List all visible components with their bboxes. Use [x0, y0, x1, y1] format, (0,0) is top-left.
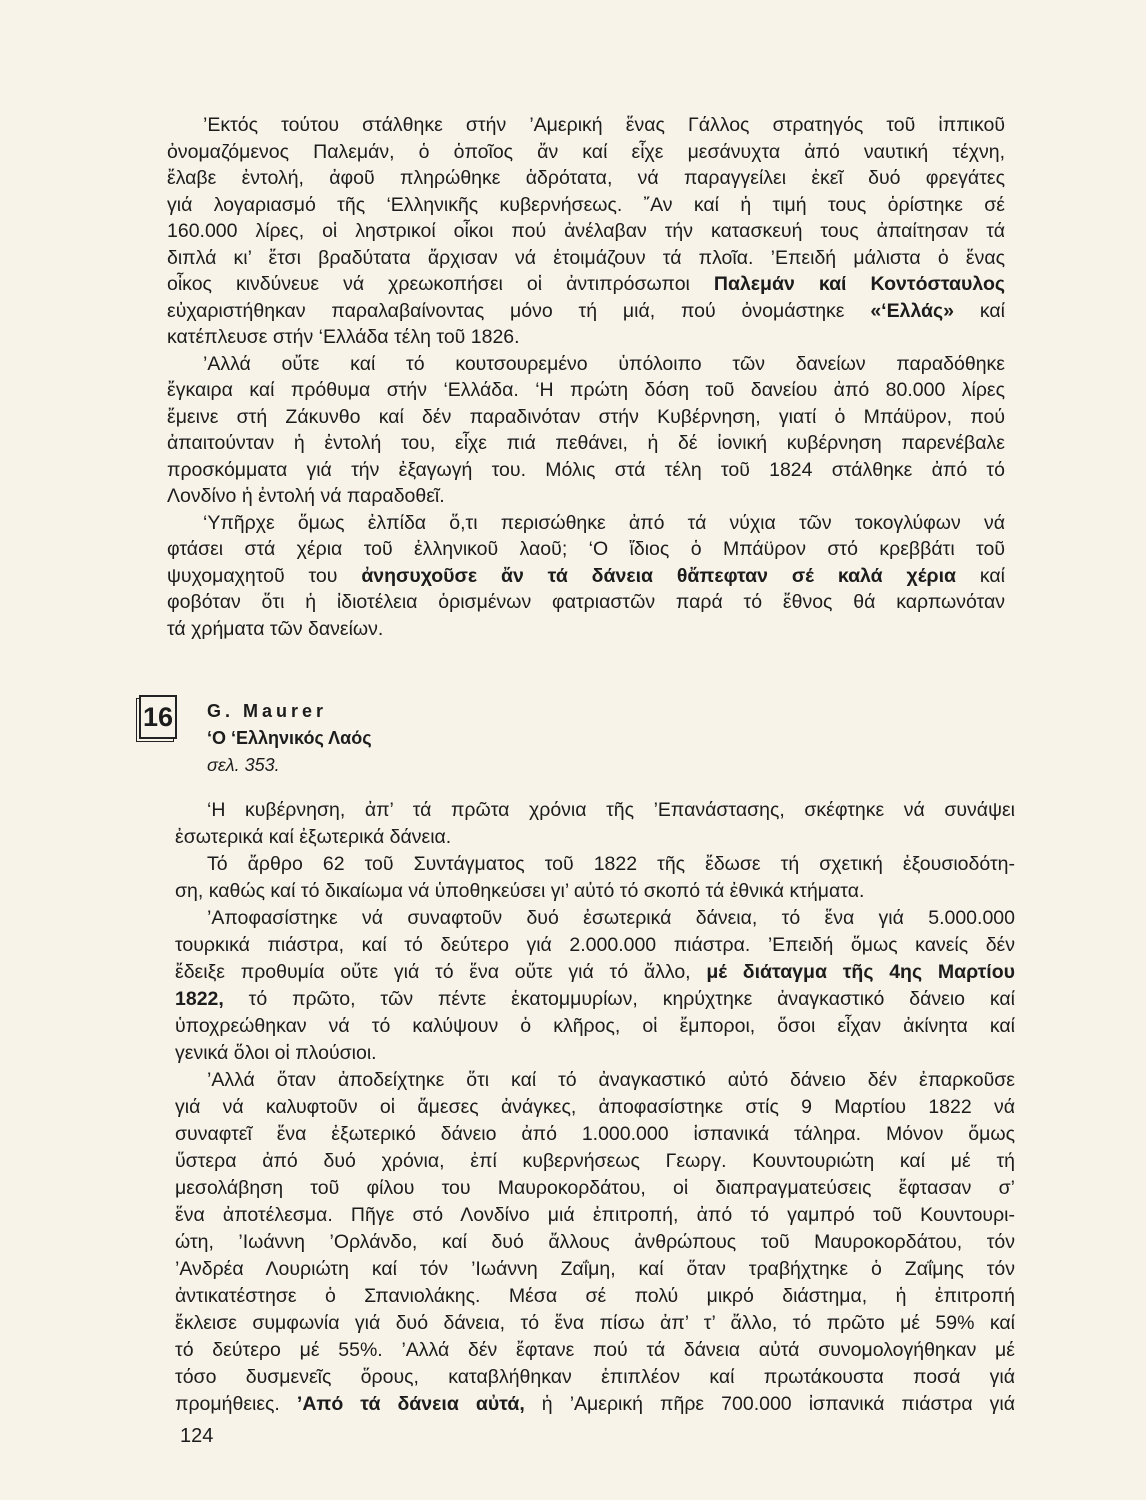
text-segment: μεσολάβηση τοῦ φίλου του Μαυροκορδάτου, οἱ διαπραγματεύσεις ἔφτασαν σ’ [175, 1177, 1015, 1199]
text-segment: τόσο δυσμενεῖς ὅρους, καταβλήθηκαν ἐπιπλέον καί πρωτάκουστα ποσά γιά [175, 1366, 1015, 1388]
text-line [175, 1175, 1015, 1202]
text-line [175, 878, 1015, 905]
text-line [175, 1256, 1015, 1283]
text-line [175, 905, 1015, 932]
text-line [175, 1202, 1015, 1229]
text-line [175, 1148, 1015, 1175]
text-segment: φτάσει στά χέρια τοῦ ἑλληνικοῦ λαοῦ; ‘Ο ἴδιος ὁ Μπάϋρον στό κρεββάτι τοῦ [167, 538, 1005, 560]
paragraph [167, 351, 1005, 510]
text-line [175, 986, 1015, 1013]
paragraph [175, 1067, 1015, 1418]
text-segment: καί [954, 299, 1005, 322]
text-segment: προμήθειες. [175, 1393, 297, 1415]
text-line [175, 851, 1015, 878]
text-line [167, 457, 1005, 484]
text-line [167, 218, 1005, 245]
text-segment: ‘Η κυβέρνηση, ἀπ’ τά πρῶτα χρόνια τῆς ’Επανάστασης, σκέφτηκε νά συνάψει [207, 799, 1015, 821]
text-segment: γιά λογαριασμό τῆς ‘Ελληνικῆς κυβερνήσεως. ῎Αν καί ἡ τιμή τους ὁρίστηκε σέ [167, 193, 1005, 216]
text-segment: ’Αλλά ὅταν ἀποδείχτηκε ὅτι καί τό ἀναγκαστικό αὐτό δάνειο δέν ἐπαρκοῦσε [207, 1069, 1015, 1091]
text-line [167, 377, 1005, 404]
source-author: G. Maurer [207, 701, 328, 721]
text-segment: ὕστερα ἀπό δυό χρόνια, ἐπί κυβερνήσεως Γεωργ. Κουντουριώτη καί μέ τή [175, 1150, 1015, 1172]
text-line [175, 932, 1015, 959]
text-line [167, 112, 1005, 139]
text-line [175, 1364, 1015, 1391]
text-line [167, 245, 1005, 272]
paragraph [175, 797, 1015, 851]
source-page: σελ. 353. [207, 755, 280, 775]
text-line [175, 1013, 1015, 1040]
text-segment: συναφτεῖ ἕνα ἐξωτερικό δάνειο ἀπό 1.000.000 ἰσπανικά τάληρα. Μόνον ὅμως [175, 1123, 1015, 1145]
text-line [175, 1229, 1015, 1256]
text-segment: ώτη, ’Ιωάννη ’Ορλάνδο, καί δυό ἄλλους ἀνθρώπους τοῦ Μαυροκορδάτου, τόν [175, 1231, 1015, 1253]
text-line [175, 797, 1015, 824]
text-line [167, 298, 1005, 325]
text-line [167, 430, 1005, 457]
bold-text: ’Από τά δάνεια αὐτά, [296, 1393, 525, 1415]
text-segment: προσκόμματα γιά τήν ἐξαγωγή του. Μόλις στά τέλη τοῦ 1824 στάλθηκε ἀπό τό [167, 458, 1005, 481]
paragraph [175, 851, 1015, 905]
text-line [167, 351, 1005, 378]
source-title: ‘Ο ‘Ελληνικός Λαός [207, 728, 372, 748]
text-line [167, 324, 1005, 351]
text-line [175, 1310, 1015, 1337]
paragraph [175, 905, 1015, 1067]
text-line [175, 1040, 1015, 1067]
text-segment: ‘Υπῆρχε ὅμως ἐλπίδα ὅ,τι περισώθηκε ἀπό τά νύχια τῶν τοκογλύφων νά [203, 511, 1005, 534]
text-segment: τό πρῶτο, τῶν πέντε ἑκατομμυρίων, κηρύχτηκε ἀναγκαστικό δάνειο καί [223, 988, 1015, 1010]
text-segment: 160.000 λίρες, οἱ ληστρικοί οἶκοι πού ἀνέλαβαν τήν κατασκευή τους ἀπαίτησαν τά [167, 220, 1005, 242]
text-segment: ἔλαβε ἐντολή, ἀφοῦ πληρώθηκε ἁδρότατα, νά παραγγείλει ἐκεῖ δυό φρεγάτες [167, 167, 1005, 189]
text-line [175, 1283, 1015, 1310]
paragraph [167, 112, 1005, 351]
text-line [167, 563, 1005, 590]
bold-text: Παλεμάν καί Κοντόσταυλος [713, 273, 1005, 295]
text-line [167, 616, 1005, 643]
text-segment: εὐχαριστήθηκαν παραλαβαίνοντας μόνο τή μιά, πού ὀνομάστηκε [167, 299, 871, 322]
text-segment: ’Αλλά οὔτε καί τό κουτσουρεμένο ὑπόλοιπο τῶν δανείων παραδόθηκε [203, 352, 1005, 375]
text-segment: τά χρήματα τῶν δανείων. [167, 617, 384, 640]
bold-text: «‘Ελλάς» [870, 299, 955, 322]
source-citation [207, 698, 372, 779]
text-line [175, 1121, 1015, 1148]
text-segment: τουρκικά πιάστρα, καί τό δεύτερο γιά 2.000.000 πιάστρα. ’Επειδή ὅμως κανείς δέν [175, 934, 1015, 956]
text-line [175, 1067, 1015, 1094]
text-line [167, 510, 1005, 537]
text-line [167, 139, 1005, 166]
text-segment: γιά νά καλυφτοῦν οἱ ἄμεσες ἀνάγκες, ἀποφασίστηκε στίς 9 Μαρτίου 1822 νά [175, 1096, 1015, 1118]
text-segment: ἔκλεισε συμφωνία γιά δυό δάνεια, τό ἕνα πίσω ἀπ’ τ’ ἄλλο, τό πρῶτο μέ 59% καί [175, 1312, 1015, 1334]
source-number-box [139, 695, 177, 739]
text-line [175, 1391, 1015, 1418]
text-segment: ἐσωτερικά καί ἐξωτερικά δάνεια. [175, 826, 452, 848]
text-section-lower [175, 797, 1015, 1418]
bold-text: 1822, [175, 988, 224, 1010]
text-segment: κατέπλευσε στήν ‘Ελλάδα τέλη τοῦ 1826. [167, 326, 520, 348]
bold-text: ἀνησυχοῦσε ἄν τά δάνεια θἄπεφταν σέ καλά χέρια [361, 564, 957, 587]
text-line [175, 824, 1015, 851]
bold-text: μέ διάταγμα τῆς 4ης Μαρτίου [706, 961, 1015, 983]
text-line [167, 165, 1005, 192]
text-segment: ’Αποφασίστηκε νά συναφτοῦν δυό ἐσωτερικά δάνεια, τό ἕνα γιά 5.000.000 [207, 907, 1015, 929]
text-segment: γενικά ὅλοι οἱ πλούσιοι. [175, 1042, 377, 1064]
text-segment: οἶκος κινδύνευε νά χρεωκοπήσει οἱ ἀντιπρόσωποι [167, 273, 714, 295]
text-segment: ἔδειξε προθυμία οὔτε γιά τό ἕνα οὔτε γιά τό ἄλλο, [175, 961, 707, 983]
text-line [167, 536, 1005, 563]
text-line [167, 271, 1005, 298]
page-number: 124 [180, 1425, 214, 1447]
text-segment: τό δεύτερο μέ 55%. ’Αλλά δέν ἔφτανε πού τά δάνεια αὐτά συνομολογήθηκαν μέ [175, 1339, 1015, 1361]
text-segment: Τό ἄρθρο 62 τοῦ Συντάγματος τοῦ 1822 τῆς ἔδωσε τή σχετική ἐξουσιοδότη- [207, 853, 1015, 875]
text-segment: φοβόταν ὅτι ἡ ἰδιοτέλεια ὁρισμένων φατριαστῶν παρά τό ἔθνος θά καρπωνόταν [167, 591, 1005, 613]
text-line [167, 483, 1005, 510]
text-segment: ἀντικατέστησε ὁ Σπανιολάκης. Μέσα σέ πολύ μικρό διάστημα, ἡ ἐπιτροπή [175, 1285, 1015, 1307]
text-segment: ἕνα ἀποτέλεσμα. Πῆγε στό Λονδίνο μιά ἐπιτροπή, ἀπό τό γαμπρό τοῦ Κουντουρι- [175, 1204, 1015, 1226]
text-segment: ση, καθώς καί τό δικαίωμα νά ὑποθηκεύσει γι’ αὐτό τό σκοπό τά ἐθνικά κτήματα. [175, 880, 865, 902]
text-segment: ψυχομαχητοῦ του [167, 564, 362, 587]
text-line [167, 589, 1005, 616]
text-segment: διπλά κι’ ἔτσι βραδύτατα ἄρχισαν νά ἑτοιμάζουν τά πλοῖα. ’Επειδή μάλιστα ὁ ἕνας [167, 246, 1005, 269]
text-segment: ἡ ’Αμερική πῆρε 700.000 ἰσπανικά πιάστρα γιά [524, 1393, 1015, 1415]
text-segment: ἀπαιτούνταν ἡ ἐντολή του, εἶχε πιά πεθάνει, ἡ δέ ἰονική κυβέρνηση παρενέβαλε [167, 432, 1005, 454]
text-segment: ὀνομαζόμενος Παλεμάν, ὁ ὁποῖος ἄν καί εἶχε μεσάνυχτα ἀπό ναυτική τέχνη, [167, 140, 1005, 163]
text-line [175, 1337, 1015, 1364]
text-segment: ἔγκαιρα καί πρόθυμα στήν ‘Ελλάδα. ‘Η πρώτη δόση τοῦ δανείου ἀπό 80.000 λίρες [167, 379, 1005, 401]
text-segment: καί [956, 564, 1005, 587]
text-segment: ’Εκτός τούτου στάλθηκε στήν ’Αμερική ἕνας Γάλλος στρατηγός τοῦ ἱππικοῦ [203, 114, 1005, 136]
source-number: 16 [142, 701, 174, 732]
paragraph [167, 510, 1005, 643]
text-line [175, 959, 1015, 986]
text-line [175, 1094, 1015, 1121]
text-line [167, 404, 1005, 431]
text-segment: ὑποχρεώθηκαν νά τό καλύψουν ὁ κλῆρος, οἱ ἔμποροι, ὅσοι εἶχαν ἀκίνητα καί [175, 1015, 1015, 1037]
text-segment: ’Ανδρέα Λουριώτη καί τόν ’Ιωάννη Ζαΐμη, καί ὅταν τραβήχτηκε ὁ Ζαΐμης τόν [175, 1258, 1015, 1280]
text-segment: ἔμεινε στή Ζάκυνθο καί δέν παραδινόταν στήν Κυβέρνηση, γιατί ὁ Μπάϋρον, πού [167, 405, 1005, 428]
text-line [167, 192, 1005, 219]
text-section-upper [167, 112, 1005, 642]
text-segment: Λονδίνο ἡ ἐντολή νά παραδοθεῖ. [167, 485, 445, 507]
